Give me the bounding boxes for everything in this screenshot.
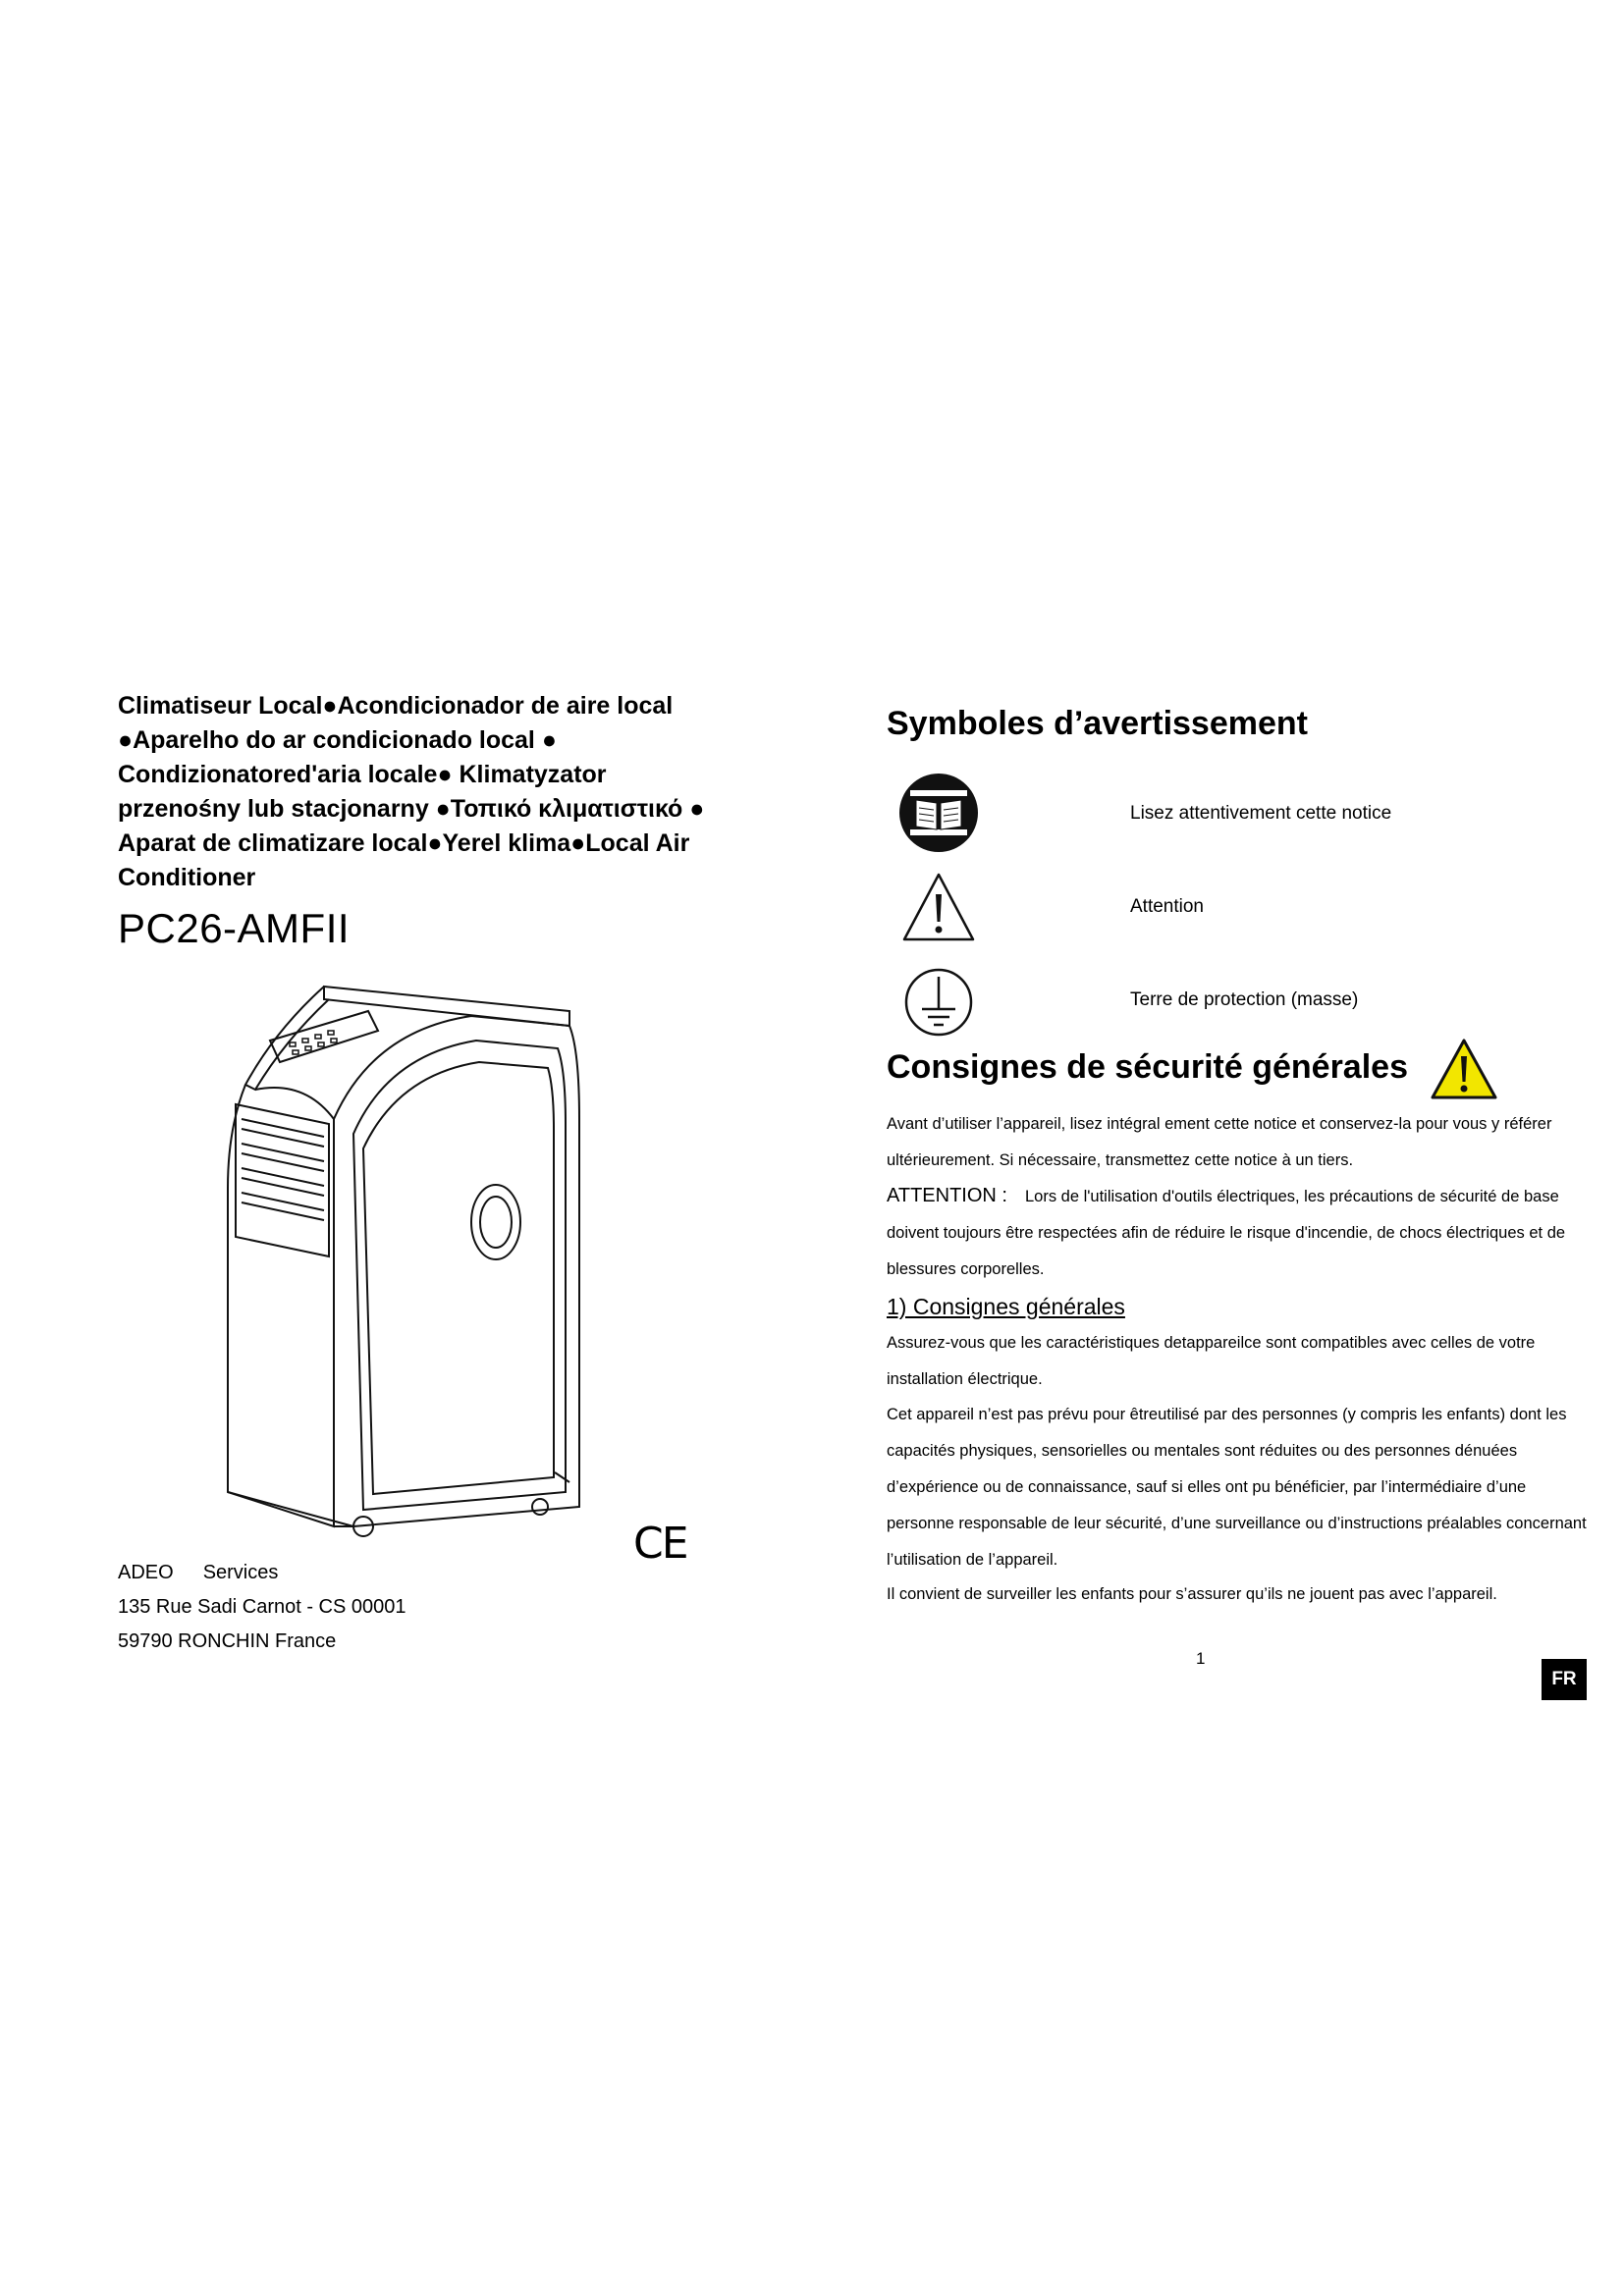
general-subheading: 1) Consignes générales: [887, 1294, 1125, 1319]
warning-yellow-icon: [1430, 1037, 1498, 1101]
protective-earth-icon: [898, 962, 979, 1042]
symbol-label-read-notice: Lisez attentivement cette notice: [1130, 803, 1392, 824]
page-number: 1: [1196, 1649, 1206, 1668]
ce-mark: CE: [633, 1519, 687, 1569]
symbol-label-earth: Terre de protection (masse): [1130, 989, 1359, 1010]
symbol-label-attention: Attention: [1130, 896, 1204, 917]
model-number: PC26-AMFII: [118, 905, 351, 951]
general-paragraph-users: Cet appareil n’est pas prévu pour êtreutilisé par des personnes (y compris les enfants) dont les capacités physiques, sensorielles ou mentales sont réduites ou des personnes dénuées d’expérience ou de connaissance, sauf si elles ont pu bénéficier, par l’intermédiaire d’une personne responsable de leur sécurité, d’une surveillance ou d’instructions préalables concernant l’utilisation de l’appareil.: [887, 1406, 1587, 1569]
title-line: Conditioner: [118, 864, 256, 891]
title-line: Condizionatored'aria locale● Klimatyzator: [118, 761, 607, 788]
intro-paragraph: Avant d’utiliser l’appareil, lisez intégral ement cette notice et conservez-la pour vous y référer ultérieurement. Si nécessaire, transmettez cette notice à un tiers.: [887, 1115, 1552, 1169]
title-line: Aparat de climatizare local●Yerel klima●Local Air: [118, 829, 690, 857]
company-name: ADEO: [118, 1562, 174, 1583]
attention-paragraph: [887, 1178, 1594, 1288]
air-conditioner-illustration: [216, 972, 589, 1541]
general-paragraph-children: Il convient de surveiller les enfants pour s’assurer qu’ils ne jouent pas avec l’appareil.: [887, 1585, 1497, 1603]
safety-heading: Consignes de sécurité générales: [887, 1048, 1408, 1086]
address-street: 135 Rue Sadi Carnot - CS 00001: [118, 1596, 406, 1618]
attention-text: Lors de l'utilisation d'outils électriques, les précautions de sécurité de base doivent toujours être respectées afin de réduire le risque d'incendie, de chocs électriques et de blessures corporelles.: [887, 1188, 1566, 1278]
title-line: Climatiseur Local●Acondicionador de aire local: [118, 692, 674, 720]
book-icon: [898, 773, 979, 853]
title-line: przenośny lub stacjonarny ●Τοπικό κλιματιστικό ●: [118, 795, 705, 823]
product-title: [118, 689, 707, 895]
warning-triangle-icon: [898, 869, 979, 949]
attention-label: ATTENTION :: [887, 1185, 1007, 1206]
address-city: 59790 RONCHIN France: [118, 1630, 337, 1652]
language-badge: FR: [1542, 1659, 1587, 1700]
address-company: [118, 1556, 278, 1590]
general-paragraph-compatibility: Assurez-vous que les caractéristiques detappareilce sont compatibles avec celles de votre installation électrique.: [887, 1334, 1536, 1388]
symbols-heading: Symboles d’avertissement: [887, 705, 1308, 742]
title-line: ●Aparelho do ar condicionado local ●: [118, 726, 557, 754]
company-suffix: Services: [202, 1562, 279, 1583]
